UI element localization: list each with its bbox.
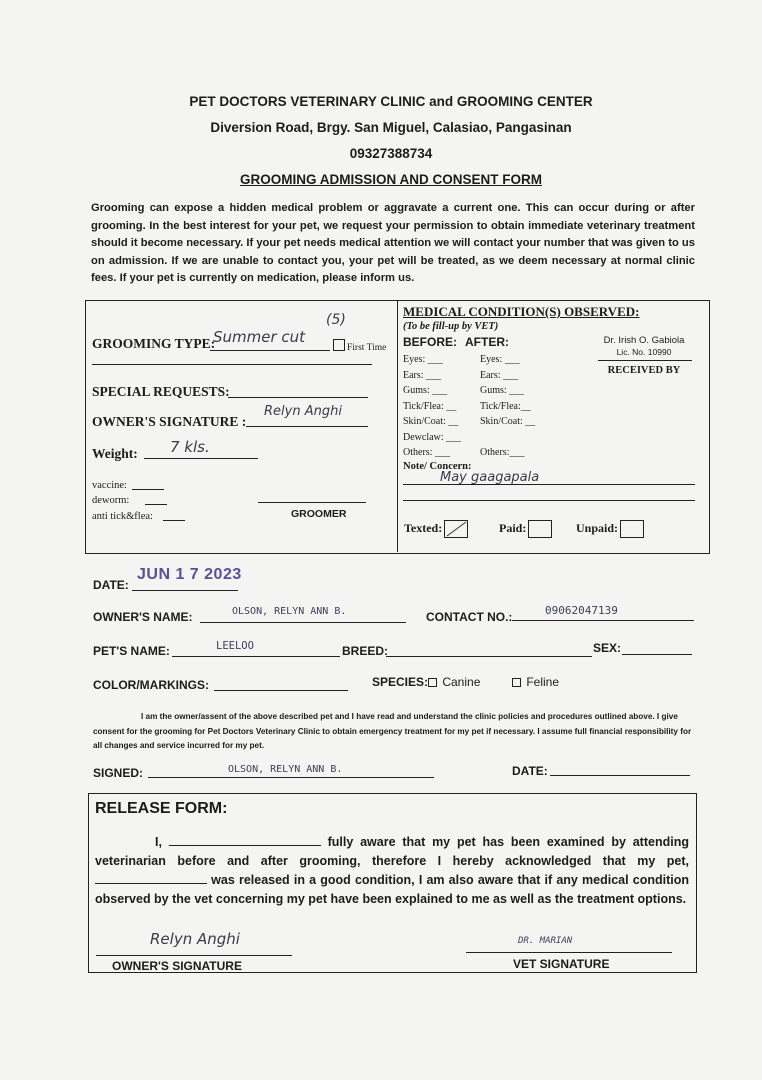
contact-label: CONTACT NO.: [426,610,513,624]
paid-checkbox[interactable] [528,520,552,538]
after-item[interactable]: Others:___ [480,447,525,458]
paid-label: Paid: [499,520,527,535]
feline-label: Feline [526,675,560,689]
feline-checkbox[interactable] [512,678,521,687]
unpaid-label: Unpaid: [576,520,619,535]
antitick-line[interactable] [163,520,185,521]
release-name-blank[interactable] [169,835,321,846]
after-list [480,352,535,461]
texted-option[interactable] [404,520,468,538]
owner-name-label: OWNER'S NAME: [93,610,193,624]
weight-label: Weight: [92,446,138,461]
medical-title: MEDICAL CONDITION(S) OBSERVED: [403,304,640,319]
vet-name: Dr. Irish O. Gabiola [603,335,685,346]
sex-line[interactable] [622,654,692,655]
vet-name-line [598,360,692,361]
grooming-type-line [210,350,330,351]
color-label: COLOR/MARKINGS: [93,678,209,692]
first-time-label: First Time [347,343,387,353]
note-label: Note/ Concern: [403,461,472,472]
clinic-phone: 09327388734 [349,146,433,161]
canine-checkbox[interactable] [428,678,437,687]
contact-value[interactable]: 09062047139 [545,604,618,617]
vet-sig-line[interactable] [466,952,672,953]
special-requests-label: SPECIAL REQUESTS: [92,384,230,399]
signed-line[interactable] [148,777,434,778]
grooming-type-value[interactable]: Summer cut [213,328,306,346]
unpaid-checkbox[interactable] [620,520,644,538]
vaccine-label: vaccine: [92,480,127,491]
note-line-1 [403,484,695,485]
weight-value[interactable]: 7 kls. [170,438,210,456]
owner-signature-value: Relyn Anghi [264,404,342,419]
signed-value: OLSON, RELYN ANN B. [228,764,343,775]
pet-name-value[interactable]: LEELOO [216,640,254,652]
medical-subtitle: (To be fill-up by VET) [403,321,499,332]
consent-text: I am the owner/assent of the above described pet and I have read and understand the clinic policies and procedures outlined above. I give consent for the grooming for Pet Doctors Veterinary Clinic to obtain emergency treatment for my pet if necessary. I assume full financial responsibility for all changes and service incurred for my pet. [93,712,692,750]
antitick-label: anti tick&flea: [92,511,153,522]
before-item[interactable]: Dewclaw: ___ [403,431,462,443]
after-item[interactable]: Skin/Coat: __ [480,416,536,427]
release-pet-blank[interactable] [95,873,207,884]
intro-paragraph: Grooming can expose a hidden medical problem or aggravate a current one. This can occur during or after grooming. In the best interest for your pet, we request your permission to obtain immediate veterinary treatment should it become necessary. If your pet needs medical attention we will contact your number that was given to us on admission. If we are unable to contact you, your pet will be treated, as we deem necessary at normal clinic fees. If your pet is currently on medication, please inform us. [91,202,695,284]
owner-signature-label: OWNER'S SIGNATURE : [92,414,247,429]
date-line[interactable] [132,590,238,591]
form-title: GROOMING ADMISSION AND CONSENT FORM [240,172,542,187]
release-body-2: was released in a good condition, I am also aware that if any medical condition observed by the vet concerning my pet have been explained to me as well as the treatment options. [95,873,689,906]
species-label: SPECIES: [372,675,429,689]
before-label: BEFORE: [403,335,457,349]
pet-name-label: PET'S NAME: [93,644,170,658]
after-item[interactable]: Tick/Flea:__ [480,400,531,412]
first-time-box[interactable] [333,339,345,351]
contact-line [512,620,694,621]
clinic-name: PET DOCTORS VETERINARY CLINIC and GROOMING CENTER [189,94,593,109]
before-item[interactable]: Others: ___ [403,447,450,458]
after-item[interactable]: Gums: ___ [480,385,525,396]
signed-label: SIGNED: [93,766,144,780]
owner-sig-label: OWNER'S SIGNATURE [112,959,242,973]
color-line[interactable] [214,690,348,691]
feline-option[interactable] [512,675,559,689]
owner-sig-scribble: Relyn Anghi [150,930,240,948]
after-item[interactable]: Eyes: ___ [480,354,520,365]
before-item[interactable]: Gums: ___ [403,385,448,396]
unpaid-option[interactable] [576,520,644,538]
before-item[interactable]: Ears: ___ [403,369,442,381]
before-item[interactable]: Skin/Coat: __ [403,416,459,427]
note-value[interactable]: May gaagapala [440,470,540,485]
deworm-line[interactable] [145,504,167,505]
before-item[interactable]: Tick/Flea: __ [403,400,457,412]
groomer-line [258,502,366,503]
vet-sig-value: DR. MARIAN [518,936,573,946]
release-body [95,833,689,909]
box-divider [397,300,398,552]
groomer-label: GROOMER [291,508,347,520]
breed-label: BREED: [342,644,389,658]
grooming-extra-line [92,364,372,365]
texted-label: Texted: [404,520,443,535]
owner-sig-line[interactable] [96,955,292,956]
clinic-address: Diversion Road, Brgy. San Miguel, Calasiao, Pangasinan [210,120,572,135]
after-item[interactable]: Ears: ___ [480,369,519,381]
after-item[interactable] [480,430,535,446]
release-body-1: fully aware that my pet has been examined by attending veterinarian before and after grooming, therefore I hereby acknowledged that my pet, [95,835,689,868]
deworm-label: deworm: [92,495,130,506]
canine-option[interactable] [428,675,480,689]
before-item[interactable]: Eyes: ___ [403,354,443,365]
texted-checkbox[interactable] [444,520,468,538]
vet-sig-label: VET SIGNATURE [513,957,610,971]
received-by-label: RECEIVED BY [607,365,681,376]
vaccine-line[interactable] [132,489,164,490]
after-label: AFTER: [465,335,509,349]
release-i-label: I, [155,835,162,849]
note-line-2 [403,500,695,501]
paid-option[interactable] [499,520,552,538]
vet-license: Lic. No. 10990 [616,347,672,357]
check-slash-icon [445,521,467,537]
date-label: DATE: [93,578,129,592]
sex-label: SEX: [593,641,622,655]
date2-label: DATE: [512,764,548,778]
weight-line [144,458,258,459]
breed-line[interactable] [386,656,592,657]
owner-name-line [200,622,406,623]
first-time-checkbox[interactable] [333,339,386,353]
before-list [403,352,461,461]
owner-signature-line[interactable] [246,426,368,427]
canine-label: Canine [442,675,481,689]
special-requests-line[interactable] [228,397,368,398]
owner-name-value[interactable]: OLSON, RELYN ANN B. [232,606,347,617]
date2-line[interactable] [550,775,690,776]
grooming-type-note: (5) [326,312,346,328]
grooming-type-label: GROOMING TYPE: [92,336,216,351]
pet-name-line [172,656,340,657]
release-title: RELEASE FORM: [95,800,228,817]
date-stamp: JUN 1 7 2023 [137,566,242,583]
